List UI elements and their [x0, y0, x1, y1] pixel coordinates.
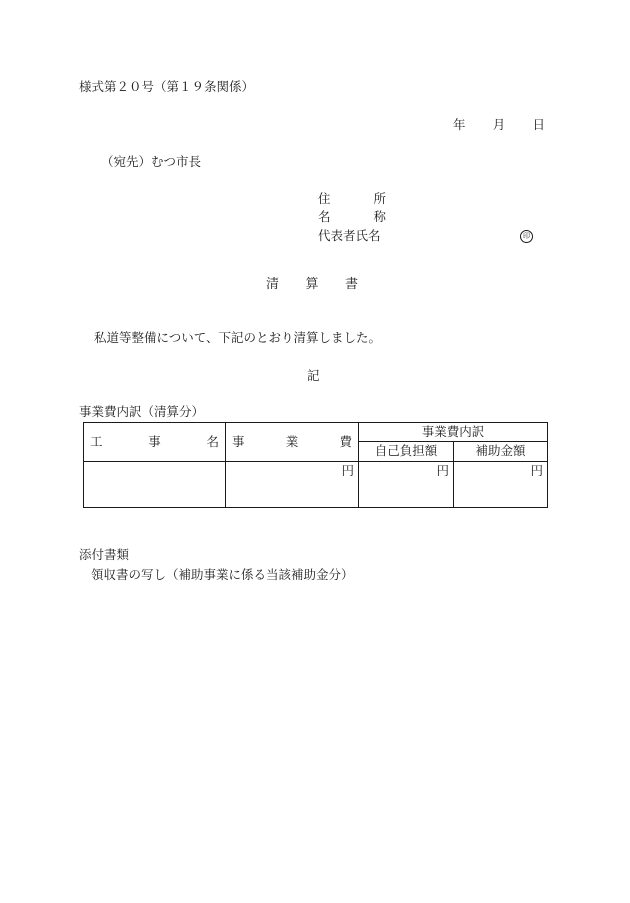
representative-label: 代表者氏名 — [318, 228, 381, 243]
header-char: 名 — [206, 433, 219, 449]
header-char: 費 — [339, 433, 352, 449]
self-burden-cell[interactable] — [359, 462, 454, 508]
seal-mark: 印 — [520, 230, 533, 243]
addressee: （宛先）むつ市長 — [101, 154, 202, 169]
name-label-char: 称 — [373, 209, 386, 224]
project-cost-cell[interactable] — [226, 462, 359, 508]
name-label-char: 名 — [318, 209, 331, 224]
header-char: 工 — [90, 433, 103, 449]
ki-heading: 記 — [307, 368, 320, 383]
yen-unit: 円 — [341, 463, 354, 478]
yen-unit: 円 — [530, 463, 544, 478]
project-cost-header — [226, 423, 359, 462]
cost-breakdown-table — [83, 422, 548, 508]
body-text: 私道等整備について、下記のとおり清算しました。 — [94, 330, 382, 345]
header-char: 業 — [285, 433, 299, 449]
attachments-heading: 添付書類 — [79, 547, 130, 562]
name-label — [318, 211, 386, 224]
subsidy-header: 補助金額 — [454, 442, 548, 462]
breakdown-header: 事業費内訳 — [359, 423, 548, 442]
document-title — [266, 278, 358, 291]
title-char: 清 — [266, 277, 280, 292]
construction-name-header — [84, 423, 226, 462]
table-caption: 事業費内訳（清算分） — [79, 404, 205, 419]
attachment-item: 領収書の写し（補助事業に係る当該補助金分） — [91, 567, 354, 582]
address-label-char: 所 — [373, 191, 386, 206]
applicant-representative-row — [318, 230, 381, 243]
title-char: 書 — [344, 277, 358, 292]
header-char: 事 — [148, 433, 161, 449]
date-year-label: 年 — [453, 117, 466, 132]
construction-name-cell[interactable] — [84, 462, 226, 508]
date-day-label: 日 — [532, 117, 545, 132]
address-label — [318, 193, 386, 206]
table-row — [84, 462, 548, 508]
yen-unit: 円 — [436, 463, 449, 478]
applicant-name-row — [318, 211, 386, 224]
subsidy-cell[interactable] — [454, 462, 548, 508]
form-number: 様式第２０号（第１９条関係） — [79, 79, 255, 94]
date-line — [453, 119, 545, 132]
date-month-label: 月 — [492, 117, 506, 132]
applicant-address-row — [318, 193, 386, 206]
title-char: 算 — [305, 277, 319, 292]
address-label-char: 住 — [318, 191, 331, 206]
self-burden-header: 自己負担額 — [359, 442, 454, 462]
header-char: 事 — [232, 433, 245, 449]
